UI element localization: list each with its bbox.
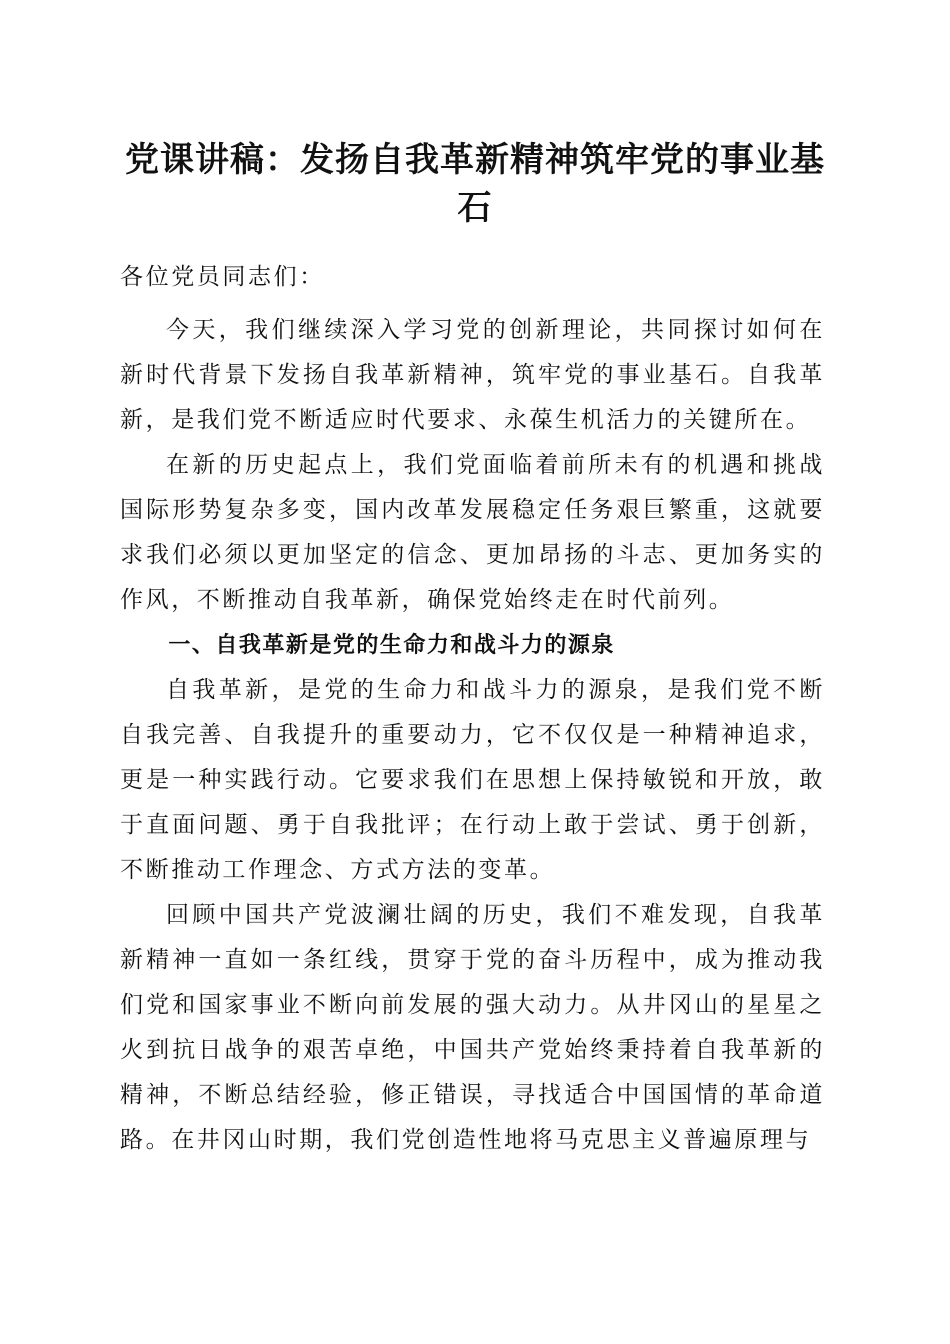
- paragraph-section1-2: 回顾中国共产党波澜壮阔的历史，我们不难发现，自我革新精神一直如一条红线，贯穿于党的奋斗历程中，成为推动我们党和国家事业不断向前发展的强大动力。从井冈山的星星之火到抗日战争的艰苦卓绝，中国共产党始终秉持着自我革新的精神，不断总结经验，修正错误，寻找适合中国国情的革命道路。在井冈山时期，我们党创造性地将马克思主义普遍原理与: [120, 902, 825, 1153]
- section-heading-1: 一、自我革新是党的生命力和战斗力的源泉: [168, 633, 615, 658]
- document-title: 党课讲稿：发扬自我革新精神筑牢党的事业基石: [125, 140, 825, 228]
- paragraph-section1-1: 自我革新，是党的生命力和战斗力的源泉，是我们党不断自我完善、自我提升的重要动力，它不仅仅是一种精神追求，更是一种实践行动。它要求我们在思想上保持敏锐和开放，敢于直面问题、勇于自我批评；在行动上敢于尝试、勇于创新，不断推动工作理念、方式方法的变革。: [120, 677, 825, 883]
- paragraph-intro-2: 在新的历史起点上，我们党面临着前所未有的机遇和挑战国际形势复杂多变，国内改革发展稳定任务艰巨繁重，这就要求我们必须以更加坚定的信念、更加昂扬的斗志、更加务实的作风，不断推动自我革新，确保党始终走在时代前列。: [120, 452, 825, 613]
- salutation: 各位党员同志们：: [120, 264, 325, 290]
- paragraph-intro-1: 今天，我们继续深入学习党的创新理论，共同探讨如何在新时代背景下发扬自我革新精神，筑牢党的事业基石。自我革新，是我们党不断适应时代要求、永葆生机活力的关键所在。: [120, 317, 825, 433]
- document-body: [120, 255, 825, 1163]
